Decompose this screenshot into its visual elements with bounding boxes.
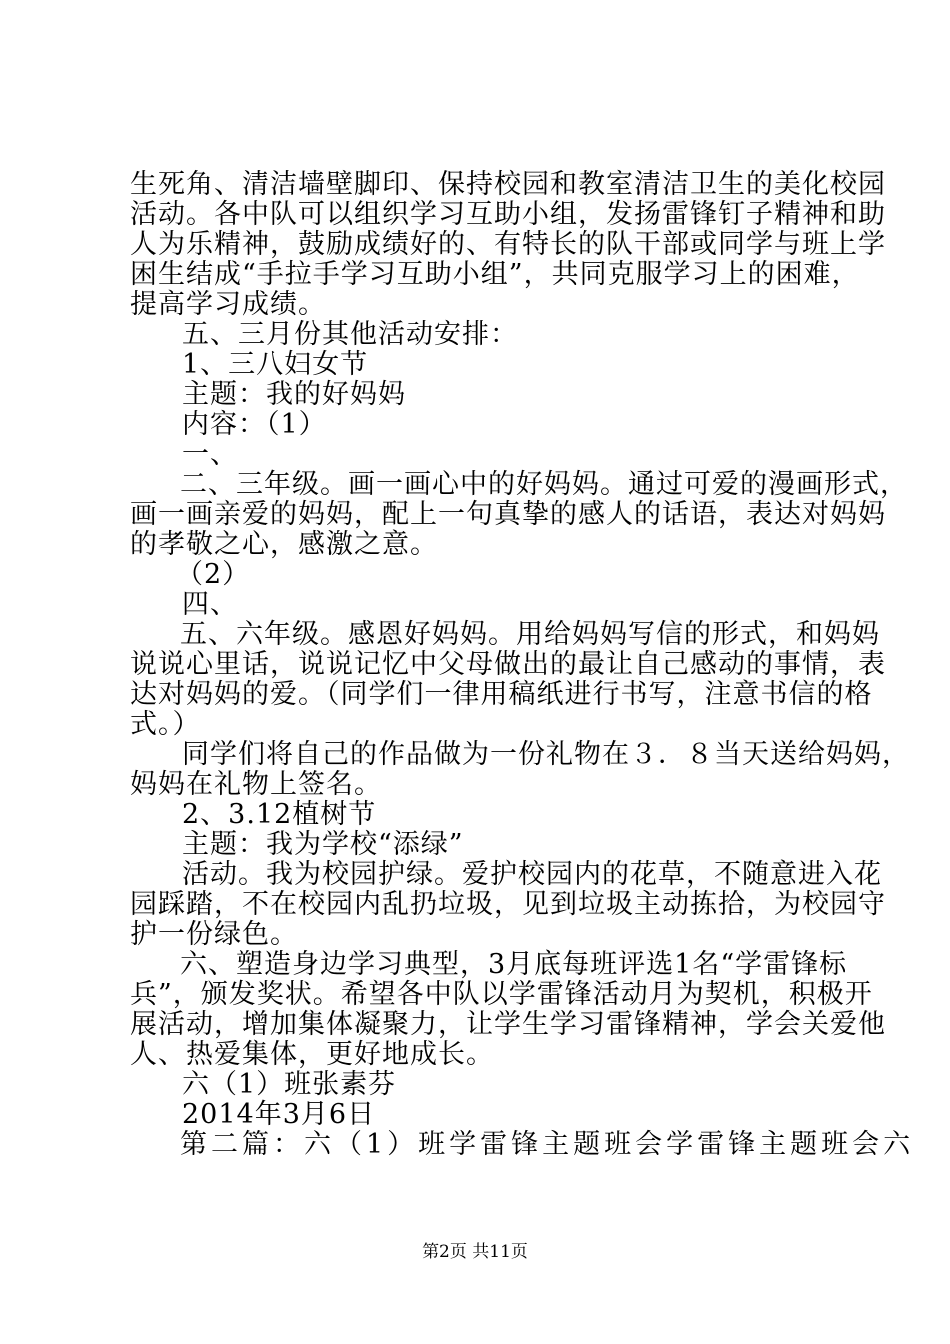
document-body — [130, 169, 915, 1160]
section-heading: 第二篇：六（1）班学雷锋主题班会学雷锋主题班会六 — [180, 1129, 915, 1160]
text-line: 园踩踏，不在校园内乱扔垃圾，见到垃圾主动拣拾，为校园守 — [130, 889, 886, 920]
text-line: 达对妈妈的爱。（同学们一律用稿纸进行书写，注意书信的格 — [130, 679, 873, 710]
text-line: 四、 — [182, 589, 238, 620]
text-line: 人、热爱集体，更好地成长。 — [130, 1039, 494, 1070]
text-line: （2） — [176, 559, 251, 590]
text-line: 兵”，颁发奖状。希望各中队以学雷锋活动月为契机，积极开 — [130, 979, 873, 1010]
text-line: 2、3.12植树节 — [182, 799, 377, 830]
text-line: 同学们将自己的作品做为一份礼物在３．８当天送给妈妈， — [182, 739, 910, 770]
text-line: 画一画亲爱的妈妈，配上一句真挚的感人的话语，表达对妈妈 — [130, 499, 886, 530]
text-line: 一、 — [182, 439, 238, 470]
text-line: 生死角、清洁墙壁脚印、保持校园和教室清洁卫生的美化校园 — [130, 169, 886, 200]
text-line: 六、塑造身边学习典型，3月底每班评选1名“学雷锋标 — [180, 949, 848, 980]
text-line: 展活动，增加集体凝聚力，让学生学习雷锋精神，学会关爱他 — [130, 1009, 886, 1040]
signature-line: 六（1）班张素芬 — [182, 1069, 397, 1100]
text-line: 活动。各中队可以组织学习互助小组，发扬雷锋钉子精神和助 — [130, 199, 886, 230]
text-line: 人为乐精神，鼓励成绩好的、有特长的队干部或同学与班上学 — [130, 229, 886, 260]
text-line: 提高学习成绩。 — [130, 289, 326, 320]
text-line: 说说心里话，说说记忆中父母做出的最让自己感动的事情，表 — [130, 649, 886, 680]
text-line: 活动。我为校园护绿。爱护校园内的花草，不随意进入花 — [182, 859, 882, 890]
text-line: 二、三年级。画一画心中的好妈妈。通过可爱的漫画形式， — [180, 469, 908, 500]
text-line: 1、三八妇女节 — [182, 349, 369, 380]
text-line: 妈妈在礼物上签名。 — [130, 769, 382, 800]
date-line: 2014年3月6日 — [182, 1099, 376, 1130]
text-line: 五、六年级。感恩好妈妈。用给妈妈写信的形式，和妈妈 — [180, 619, 880, 650]
text-line: 内容：（1） — [182, 409, 327, 440]
text-line: 主题：我为学校“添绿” — [182, 829, 464, 860]
text-line: 护一份绿色。 — [130, 919, 298, 950]
text-line: 困生结成“手拉手学习互助小组”，共同克服学习上的困难， — [130, 259, 860, 290]
text-line: 式。） — [130, 709, 201, 740]
page-footer: 第2页 共11页 — [422, 1242, 528, 1262]
section-heading: 五、三月份其他活动安排： — [182, 319, 518, 350]
text-line: 主题：我的好妈妈 — [182, 379, 406, 410]
text-line: 的孝敬之心，感激之意。 — [130, 529, 438, 560]
